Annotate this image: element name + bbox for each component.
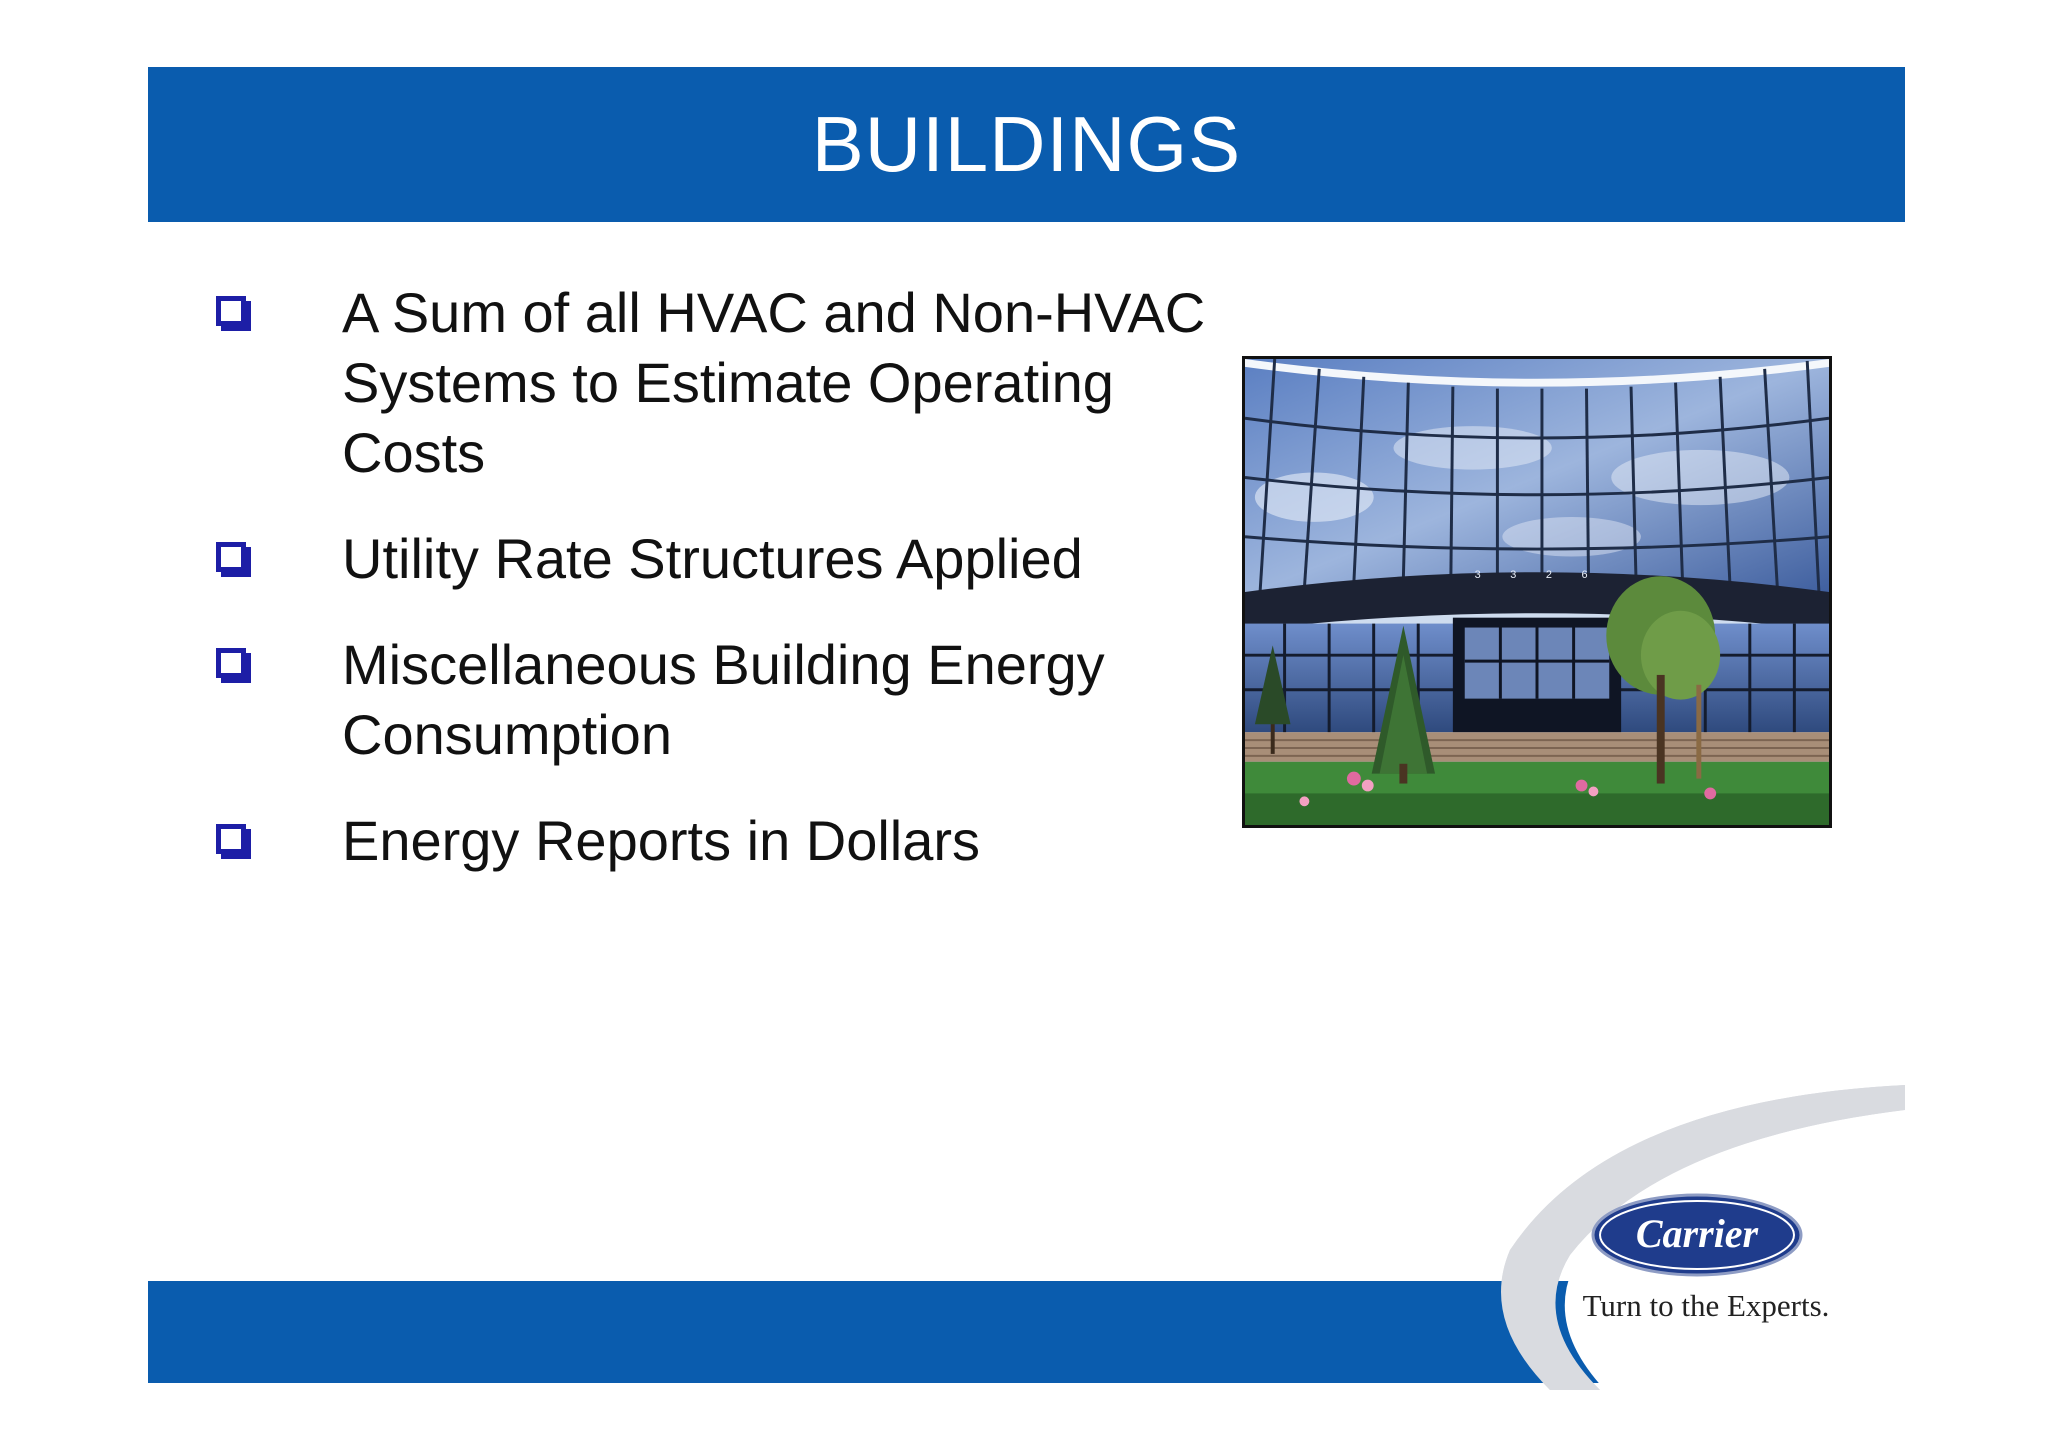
glass-building-illustration <box>1245 359 1829 825</box>
bullet-line: A Sum of all HVAC and Non-HVAC <box>342 281 1206 344</box>
checkbox-bullet-icon <box>216 542 246 572</box>
building-number-digit: 3 <box>1474 569 1481 582</box>
checkbox-bullet-icon <box>216 648 246 678</box>
bullet-item <box>210 806 1290 876</box>
checkbox-bullet-icon <box>216 824 246 854</box>
building-number-digit: 2 <box>1545 569 1552 582</box>
header-bar <box>148 67 1905 222</box>
carrier-logo <box>1590 1190 1805 1280</box>
bullet-item <box>210 278 1290 488</box>
logo-brand-text: Carrier <box>1635 1211 1759 1256</box>
bullet-line: Energy Reports in Dollars <box>342 809 981 872</box>
slide-title: BUILDINGS <box>811 100 1242 188</box>
bullet-line: Consumption <box>342 703 672 766</box>
building-number-digit: 3 <box>1510 569 1517 582</box>
bullet-list <box>210 278 1290 912</box>
logo-tagline <box>1566 1288 1846 1324</box>
logo-tagline-text: Turn to the Experts. <box>1582 1288 1830 1323</box>
bullet-line: Systems to Estimate Operating <box>342 351 1114 414</box>
checkbox-bullet-icon <box>216 296 246 326</box>
bullet-line: Utility Rate Structures Applied <box>342 527 1083 590</box>
bullet-item <box>210 630 1290 770</box>
bullet-line: Costs <box>342 421 486 484</box>
building-number-digit: 6 <box>1581 569 1588 582</box>
bullet-item <box>210 524 1290 594</box>
bullet-line: Miscellaneous Building Energy <box>342 633 1105 696</box>
building-photo <box>1242 356 1832 828</box>
